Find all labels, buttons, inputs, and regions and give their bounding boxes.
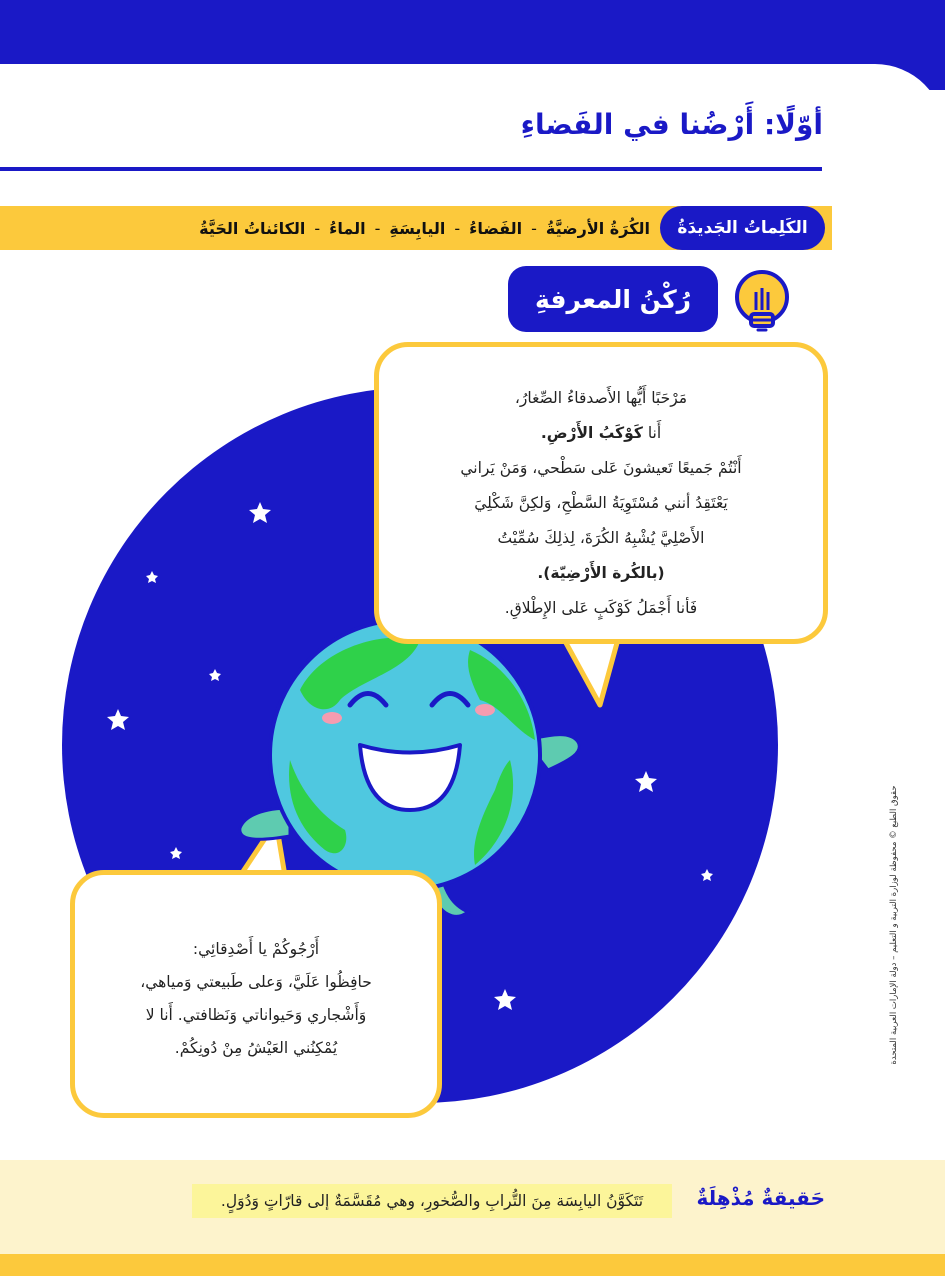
speech-line: الأَصْلِيَّ يُشْبِهُ الكُرَةَ، لِذلِكَ سُمِّيْتُ xyxy=(497,529,705,547)
speech-line xyxy=(397,416,805,451)
speech-line: أَرْجُوكُمْ يا أَصْدِقائِي: xyxy=(192,940,320,958)
speech-line: وَأَشْجاري وَحَيواناتي وَنَظافتي. أَنا لا xyxy=(145,1006,367,1024)
vocab-word: اليابِسَةِ xyxy=(389,218,446,238)
vocab-word: الفَضاءُ xyxy=(469,218,523,238)
vocabulary-label: الكَلِماتُ الجَديدَةُ xyxy=(660,206,825,250)
vocab-word: الكائناتُ الحَيَّةُ xyxy=(199,218,306,238)
speech-emphasis: كَوْكَبُ الأَرْضِ. xyxy=(540,424,643,442)
vocab-separator: - xyxy=(374,218,381,238)
speech-line: يَعْتَقِدُ أنني مُسْتَوِيَةُ السَّطْحِ، وَلكِنَّ شَكْلِيَ xyxy=(474,494,728,512)
bottom-bar xyxy=(0,1254,945,1276)
vocab-separator: - xyxy=(314,218,321,238)
speech-line: (بالكُرة الأَرْضِيّة). xyxy=(537,564,665,582)
speech-bubble-earth-intro xyxy=(374,342,828,644)
speech-line: حافِظُوا عَلَيَّ، وَعلى طَبيعتي وَمياهي، xyxy=(140,973,372,991)
speech-line: أَنْتُمْ جَميعًا تَعيشونَ عَلى سَطْحي، وَمَنْ يَراني xyxy=(460,459,742,477)
speech-line: مَرْحَبًا أَيُّها الأَصدقاءُ الصِّغارُ، xyxy=(514,389,688,407)
page-title: أوّلًا: أَرْضُنا في الفَضاءِ xyxy=(520,108,823,141)
fact-text: تَتَكَوَّنُ اليابِسَة مِنَ التُّرابِ والصُّخورِ، وهي مُقَسَّمَةٌ إلى قارّاتٍ وَدُوَلٍ. xyxy=(192,1184,672,1218)
vocab-separator: - xyxy=(454,218,461,238)
speech-line: فَأنا أَجْمَلُ كَوْكَبٍ عَلى الإِطْلاقِ. xyxy=(504,599,698,617)
speech-line: يُمْكِنُني العَيْشُ مِنْ دُونِكُمْ. xyxy=(174,1039,338,1057)
fact-heading: حَقيقةٌ مُذْهِلَةٌ xyxy=(696,1186,825,1210)
knowledge-corner-heading: رُكْنُ المعرفةِ xyxy=(508,266,718,332)
speech-text: أَنا xyxy=(642,424,662,442)
speech-bubble-earth-request xyxy=(70,870,442,1118)
copyright-note: حقوق الطبع © محفوظة لوزارة التربية و التعليم – دولة الإمارات العربية المتحدة xyxy=(889,785,899,1065)
vocab-word: الماءُ xyxy=(329,218,366,238)
vocab-word: الكُرَةُ الأرضيَّةُ xyxy=(545,218,650,238)
vocab-separator: - xyxy=(531,218,537,238)
